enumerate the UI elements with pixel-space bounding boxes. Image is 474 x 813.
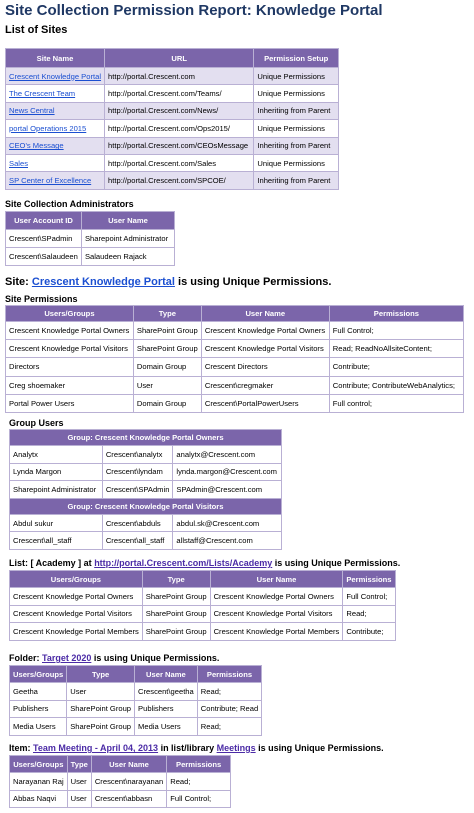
site-url: http://portal.Crescent.com/CEOsMessage [105,137,254,154]
cell-users-groups: Crescent Knowledge Portal Visitors [10,605,143,623]
admins-table [5,211,175,266]
cell-user-name: Crescent Knowledge Portal Visitors [201,340,329,358]
member-name: Sharepoint Administrator [10,481,103,499]
site-heading-link[interactable]: Crescent Knowledge Portal [31,276,175,288]
table-row [10,481,282,499]
cell-type: SharePoint Group [142,588,210,606]
table-row [6,68,339,85]
table-row [6,322,464,340]
group-users-heading: Group Users [9,418,64,428]
site-link[interactable]: Crescent Knowledge Portal [9,71,102,81]
cell-users-groups: Crescent Knowledge Portal Visitors [6,340,134,358]
cell-users-groups: Publishers [10,700,67,718]
col-type: Type [67,666,135,683]
site-url: http://portal.Crescent.com/Teams/ [105,85,254,102]
cell-users-groups: Abbas Naqvi [10,790,68,808]
site-link[interactable]: The Crescent Team [9,89,76,99]
table-row [10,588,396,606]
list-heading-suffix: is using Unique Permissions. [272,558,401,568]
member-account: Crescent\abduls [102,514,173,532]
site-permission: Inheriting from Parent [254,172,339,189]
col-permissions: Permissions [343,571,395,588]
cell-users-groups: Media Users [10,718,67,736]
cell-permissions: Read; ReadNoAllsiteContent; [329,340,463,358]
list-heading-prefix: List: [ Academy ] at [9,558,95,568]
col-user-account-id: User Account ID [6,212,82,230]
admin-name: Salaudeen Rajack [81,248,174,266]
col-users-groups: Users/Groups [10,571,143,588]
site-permission: Unique Permissions [254,68,339,85]
site-url: http://portal.Crescent.com/SPCOE/ [105,172,254,189]
cell-type: User [133,376,201,394]
member-email: lynda.margon@Crescent.com [173,463,282,481]
cell-users-groups: Geetha [10,683,67,701]
member-email: allstaff@Crescent.com [173,532,282,550]
cell-type: SharePoint Group [67,700,135,718]
group-title: Group: Crescent Knowledge Portal Owners [10,430,282,446]
site-heading-prefix: Site: [5,276,32,288]
col-users-groups: Users/Groups [10,666,67,683]
col-type: Type [67,756,91,773]
cell-user-name: Crescent Knowledge Portal Owners [210,588,343,606]
table-row [6,154,339,171]
item-permissions-table [9,755,231,808]
group-header [10,430,282,446]
item-heading-library-link[interactable]: Meetings [216,743,256,753]
folder-permissions-table [9,665,262,736]
table-row [10,683,262,701]
admins-heading: Site Collection Administrators [5,199,134,209]
table-row [10,773,231,791]
site-url: http://portal.Crescent.com/Ops2015/ [105,120,254,137]
site-url: http://portal.Crescent.com/Sales [105,154,254,171]
group-users-table [9,429,282,550]
cell-user-name: Crescent Knowledge Portal Members [210,623,343,641]
col-permission-setup: Permission Setup [254,49,339,68]
site-heading-suffix: is using Unique Permissions. [174,276,332,288]
cell-type: Domain Group [133,394,201,412]
cell-users-groups: Creg shoemaker [6,376,134,394]
cell-type: SharePoint Group [142,605,210,623]
cell-permissions: Full Control; [329,322,463,340]
table-row [10,700,262,718]
site-url: http://portal.Crescent.com/News/ [105,102,254,119]
cell-user-name: Crescent\geetha [135,683,198,701]
cell-type: Domain Group [133,358,201,376]
table-row [6,340,464,358]
cell-permissions: Full control; [329,394,463,412]
site-heading [5,276,331,288]
table-row [10,718,262,736]
site-permissions-table [5,305,464,413]
cell-permissions: Contribute; ContributeWebAnalytics; [329,376,463,394]
member-name: Abdul sukur [10,514,103,532]
folder-heading-prefix: Folder: [9,653,42,663]
member-name: Crescent\all_staff [10,532,103,550]
cell-user-name: Crescent\PortalPowerUsers [201,394,329,412]
col-permissions: Permissions [329,306,463,322]
folder-heading-suffix: is using Unique Permissions. [91,653,220,663]
col-user-name: User Name [201,306,329,322]
site-permission: Unique Permissions [254,85,339,102]
item-heading-prefix: Item: [9,743,34,753]
table-row [10,623,396,641]
member-email: analytx@Crescent.com [173,446,282,464]
cell-user-name: Crescent\narayanan [91,773,166,791]
site-link[interactable]: CEO's Message [9,141,64,151]
col-users-groups: Users/Groups [10,756,68,773]
cell-permissions: Full Control; [343,588,395,606]
col-permissions: Permissions [167,756,231,773]
table-row [6,394,464,412]
group-header [10,498,282,514]
col-site-name: Site Name [6,49,105,68]
cell-type: User [67,683,135,701]
member-account: Crescent\SPAdmin [102,481,173,499]
table-row [6,376,464,394]
table-row [6,85,339,102]
member-account: Crescent\all_staff [102,532,173,550]
cell-permissions: Contribute; Read [197,700,261,718]
cell-permissions: Read; [343,605,395,623]
site-permission: Inheriting from Parent [254,102,339,119]
cell-users-groups: Crescent Knowledge Portal Members [10,623,143,641]
cell-type: SharePoint Group [133,322,201,340]
table-row [10,463,282,481]
cell-user-name: Media Users [135,718,198,736]
cell-permissions: Contribute; [343,623,395,641]
sites-heading: List of Sites [5,24,68,36]
cell-user-name: Crescent Directors [201,358,329,376]
folder-heading [9,653,219,663]
col-users-groups: Users/Groups [6,306,134,322]
site-permission: Inheriting from Parent [254,137,339,154]
table-row [6,248,175,266]
col-user-name: User Name [91,756,166,773]
member-account: Crescent\lyndam [102,463,173,481]
member-name: Lynda Margon [10,463,103,481]
member-email: abdul.sk@Crescent.com [173,514,282,532]
admin-account: Crescent\Salaudeen [6,248,82,266]
cell-user-name: Publishers [135,700,198,718]
cell-permissions: Contribute; [329,358,463,376]
cell-type: User [67,773,91,791]
page-title: Site Collection Permission Report: Knowledge Portal [5,2,383,19]
item-heading [9,743,384,753]
table-row [6,102,339,119]
col-type: Type [142,571,210,588]
table-row [6,137,339,154]
site-permissions-heading: Site Permissions [5,294,78,304]
cell-user-name: Crescent\cregmaker [201,376,329,394]
table-row [6,230,175,248]
cell-type: User [67,790,91,808]
admin-name: Sharepoint Administrator [81,230,174,248]
cell-user-name: Crescent Knowledge Portal Owners [201,322,329,340]
folder-heading-link[interactable]: Target 2020 [42,653,92,663]
cell-permissions: Read; [197,718,261,736]
col-user-name: User Name [135,666,198,683]
cell-users-groups: Crescent Knowledge Portal Owners [6,322,134,340]
cell-permissions: Read; [167,773,231,791]
site-permission: Unique Permissions [254,120,339,137]
member-email: SPAdmin@Crescent.com [173,481,282,499]
cell-user-name: Crescent Knowledge Portal Visitors [210,605,343,623]
col-url: URL [105,49,254,68]
col-type: Type [133,306,201,322]
list-heading [9,558,400,568]
table-row [6,120,339,137]
site-url: http://portal.Crescent.com [105,68,254,85]
item-heading-suffix: is using Unique Permissions. [255,743,384,753]
cell-users-groups: Crescent Knowledge Portal Owners [10,588,143,606]
col-user-name: User Name [81,212,174,230]
col-user-name: User Name [210,571,343,588]
col-permissions: Permissions [197,666,261,683]
site-permission: Unique Permissions [254,154,339,171]
site-link[interactable]: SP Center of Excellence [9,176,92,186]
table-row [10,514,282,532]
member-name: Analytx [10,446,103,464]
group-title: Group: Crescent Knowledge Portal Visitors [10,498,282,514]
list-heading-link[interactable]: http://portal.Crescent.com/Lists/Academy [94,558,273,568]
site-link[interactable]: portal Operations 2015 [9,123,87,133]
item-heading-middle: in list/library [158,743,217,753]
table-row [6,358,464,376]
table-row [10,790,231,808]
item-heading-link[interactable]: Team Meeting - April 04, 2013 [33,743,159,753]
table-row [10,605,396,623]
cell-type: SharePoint Group [133,340,201,358]
cell-user-name: Crescent\abbasn [91,790,166,808]
table-row [6,172,339,189]
cell-users-groups: Narayanan Raj [10,773,68,791]
sites-table [5,48,339,190]
site-link[interactable]: Sales [9,158,28,168]
cell-type: SharePoint Group [142,623,210,641]
admin-account: Crescent\SPadmin [6,230,82,248]
list-permissions-table [9,570,396,641]
table-row [10,446,282,464]
member-account: Crescent\analytx [102,446,173,464]
cell-users-groups: Portal Power Users [6,394,134,412]
table-row [10,532,282,550]
cell-permissions: Full Control; [167,790,231,808]
site-link[interactable]: News Central [9,106,55,116]
cell-permissions: Read; [197,683,261,701]
cell-users-groups: Directors [6,358,134,376]
cell-type: SharePoint Group [67,718,135,736]
